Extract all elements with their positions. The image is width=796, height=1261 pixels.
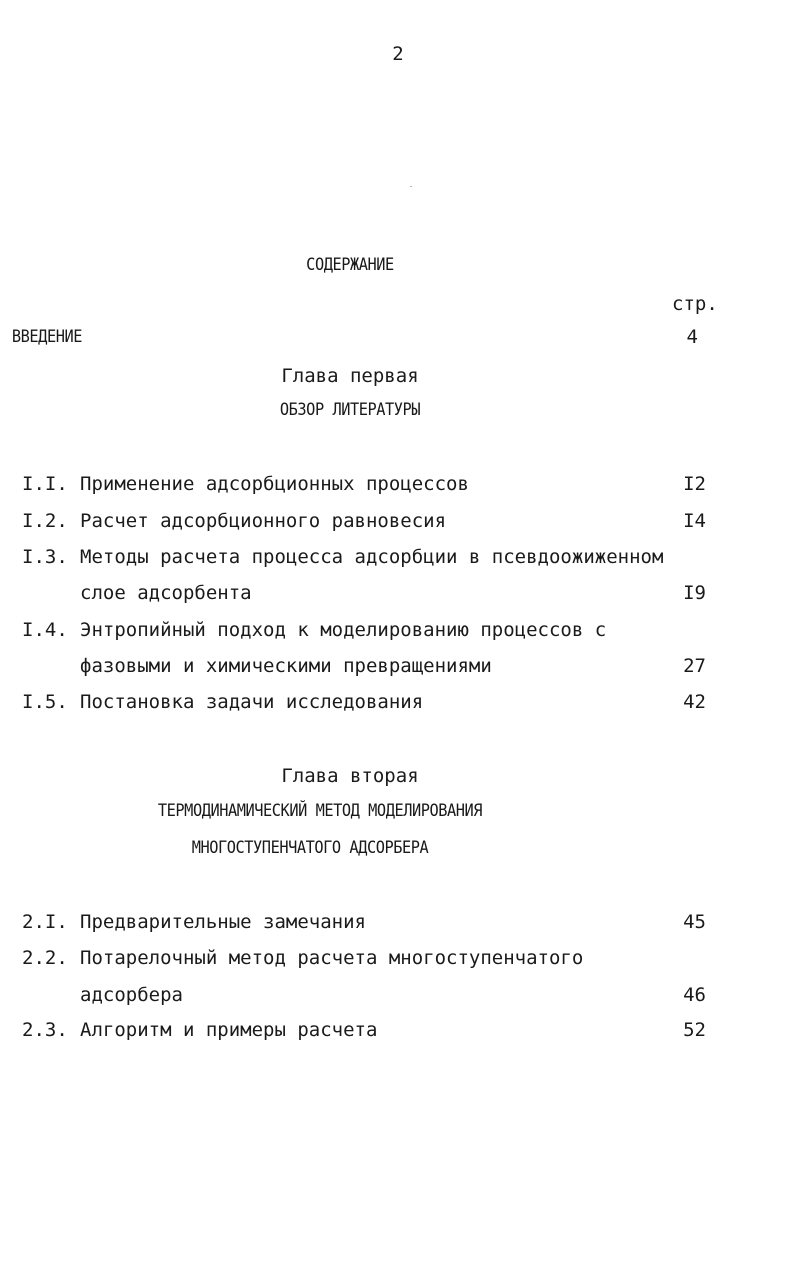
entry-title: Применение адсорбционных процессов [80, 473, 469, 495]
page-column-label: стр. [672, 293, 718, 315]
chapter-title-continued: МНОГОСТУПЕНЧАТОГО АДСОРБЕРА [191, 838, 429, 858]
entry-title: Потарелочный метод расчета многоступенчатого [80, 947, 584, 969]
entry-page: I4 [683, 510, 706, 532]
entry-title-continued: слое адсорбента [80, 582, 252, 604]
entry-number: 2.I. [22, 911, 68, 933]
entry-title: Алгоритм и примеры расчета [80, 1019, 378, 1041]
entry-title: Энтропийный подход к моделированию процессов с [80, 619, 607, 641]
entry-title-continued: фазовыми и химическими превращениями [80, 655, 492, 677]
entry-number: I.4. [22, 619, 68, 641]
entry-number: I.3. [22, 546, 68, 568]
entry-number: I.I. [22, 473, 68, 495]
intro-label: ВВЕДЕНИЕ [11, 327, 82, 347]
entry-title: Предварительные замечания [80, 911, 366, 933]
entry-title: Расчет адсорбционного равновесия [80, 510, 447, 532]
entry-number: 2.2. [22, 947, 68, 969]
chapter-heading: Глава первая [281, 365, 419, 387]
entry-page: 27 [683, 655, 706, 677]
entry-number: I.5. [22, 691, 68, 713]
entry-page: 45 [683, 911, 706, 933]
entry-number: 2.3. [22, 1019, 68, 1041]
chapter-title: ТЕРМОДИНАМИЧЕСКИЙ МЕТОД МОДЕЛИРОВАНИЯ [157, 801, 483, 821]
entry-page: I9 [683, 582, 706, 604]
entry-page: 42 [683, 691, 706, 713]
entry-title-continued: адсорбера [80, 984, 183, 1006]
toc-title: СОДЕРЖАНИЕ [306, 255, 394, 275]
entry-page: 46 [683, 984, 706, 1006]
entry-page: 52 [683, 1019, 706, 1041]
chapter-heading: Глава вторая [281, 765, 419, 787]
intro-page: 4 [686, 326, 698, 348]
entry-number: I.2. [22, 510, 68, 532]
chapter-title: ОБЗОР ЛИТЕРАТУРЫ [279, 400, 421, 420]
entry-title: Методы расчета процесса адсорбции в псевдоожиженном [80, 546, 664, 568]
page-number: 2 [392, 43, 404, 65]
scan-speck [410, 186, 412, 187]
entry-title: Постановка задачи исследования [80, 691, 424, 713]
entry-page: I2 [683, 473, 706, 495]
